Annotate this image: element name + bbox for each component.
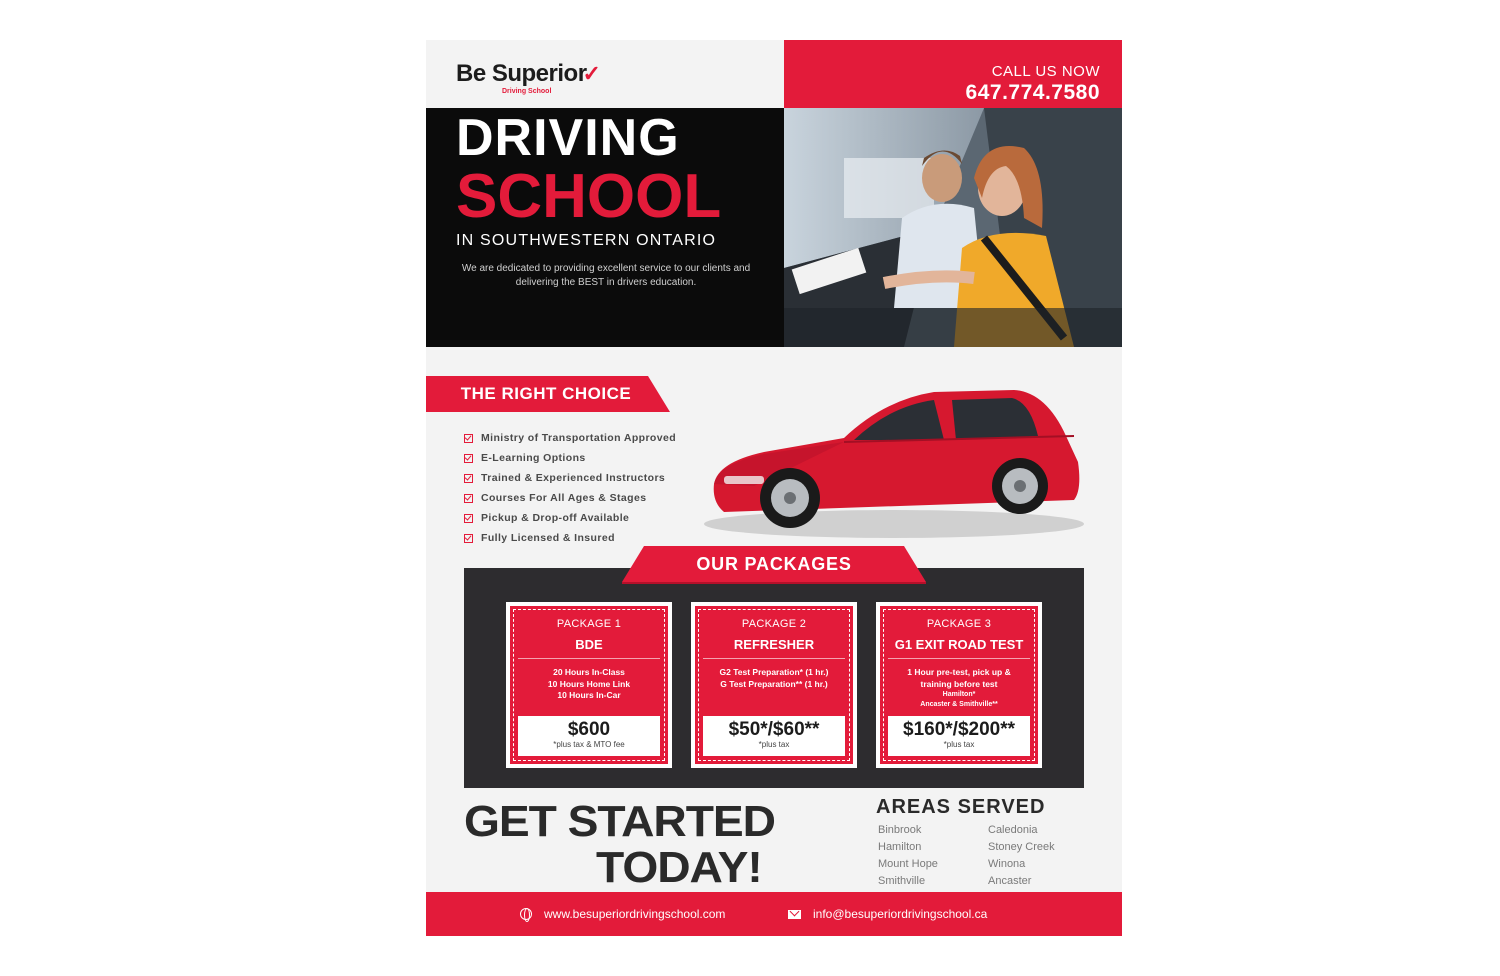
- checkbox-icon: [464, 474, 473, 483]
- package-details: G2 Test Preparation* (1 hr.) G Test Preparation** (1 hr.): [719, 667, 829, 689]
- checkbox-icon: [464, 434, 473, 443]
- logo-wordmark: Be Superior✓: [456, 60, 601, 87]
- list-item: Courses For All Ages & Stages: [464, 488, 676, 508]
- package-price-box: [703, 716, 845, 756]
- package-number: PACKAGE 2: [741, 618, 807, 630]
- phone-number[interactable]: 647.774.7580: [965, 81, 1100, 104]
- flyer: [426, 40, 1122, 936]
- list-item: Pickup & Drop-off Available: [464, 508, 676, 528]
- package-name: BDE: [518, 637, 660, 659]
- logo-subtitle: Driving School: [502, 88, 552, 95]
- call-label: CALL US NOW: [991, 63, 1100, 80]
- mail-icon: [788, 910, 801, 919]
- package-name: REFRESHER: [703, 637, 845, 659]
- package-price-box: [888, 716, 1030, 756]
- package-card[interactable]: [506, 602, 672, 768]
- cta-line2: TODAY!: [596, 843, 762, 892]
- list-item: Trained & Experienced Instructors: [464, 468, 676, 488]
- email-link[interactable]: info@besuperiordrivingschool.ca: [788, 892, 987, 936]
- list-item: Smithville: [878, 875, 926, 887]
- list-item: Ancaster: [988, 875, 1032, 887]
- checkbox-icon: [464, 514, 473, 523]
- checkbox-icon: [464, 534, 473, 543]
- package-price: $600: [567, 719, 611, 740]
- list-item: Caledonia: [988, 824, 1038, 836]
- checkbox-icon: [464, 454, 473, 463]
- package-note: *plus tax: [943, 740, 975, 749]
- checkbox-icon: [464, 494, 473, 503]
- package-name: G1 EXIT ROAD TEST: [888, 637, 1030, 659]
- package-details: 1 Hour pre-test, pick up & training before test Hamilton* Ancaster & Smithville**: [907, 667, 1011, 709]
- package-number: PACKAGE 3: [926, 618, 992, 630]
- package-price-box: [518, 716, 660, 756]
- check-mark-icon: ✓: [582, 61, 601, 86]
- list-item: Hamilton: [878, 841, 922, 853]
- red-car-image: [694, 366, 1114, 546]
- package-card[interactable]: [876, 602, 1042, 768]
- areas-column-2: [988, 822, 1055, 890]
- globe-icon: [520, 908, 532, 920]
- website-link[interactable]: www.besuperiordrivingschool.com: [520, 892, 725, 936]
- car-interior-photo: [784, 108, 1122, 347]
- package-note: *plus tax: [758, 740, 790, 749]
- package-number: PACKAGE 1: [556, 618, 622, 630]
- hero-description: We are dedicated to providing excellent service to our clients and delivering the BEST in drivers education.: [461, 263, 751, 288]
- hero-title-line2: SCHOOL: [456, 162, 722, 231]
- hero-panel: [426, 108, 784, 347]
- list-item: E-Learning Options: [464, 448, 676, 468]
- hero-photo: [784, 108, 1122, 347]
- list-item: Ministry of Transportation Approved: [464, 428, 676, 448]
- hero-title-line1: DRIVING: [456, 109, 680, 167]
- package-price: $50*/$60**: [728, 719, 820, 740]
- call-box: [784, 40, 1122, 108]
- footer-bar: [426, 892, 1122, 936]
- package-note: *plus tax & MTO fee: [553, 740, 625, 749]
- list-item: Winona: [988, 858, 1026, 870]
- list-item: Fully Licensed & Insured: [464, 528, 676, 548]
- hero-subtitle: IN SOUTHWESTERN ONTARIO: [456, 232, 717, 249]
- right-choice-heading: THE RIGHT CHOICE: [460, 384, 632, 403]
- packages-heading: OUR PACKAGES: [696, 554, 852, 574]
- list-item: Mount Hope: [878, 858, 938, 870]
- package-details: 20 Hours In-Class 10 Hours Home Link 10 Hours In-Car: [547, 667, 631, 701]
- logo: [456, 62, 600, 95]
- areas-column-1: [878, 822, 938, 890]
- feature-list: [464, 428, 676, 548]
- list-item: Binbrook: [878, 824, 922, 836]
- package-price: $160*/$200**: [903, 719, 1015, 740]
- list-item: Stoney Creek: [988, 841, 1055, 853]
- package-card[interactable]: [691, 602, 857, 768]
- cta-line1: GET STARTED: [464, 797, 775, 846]
- areas-heading: AREAS SERVED: [876, 796, 1046, 818]
